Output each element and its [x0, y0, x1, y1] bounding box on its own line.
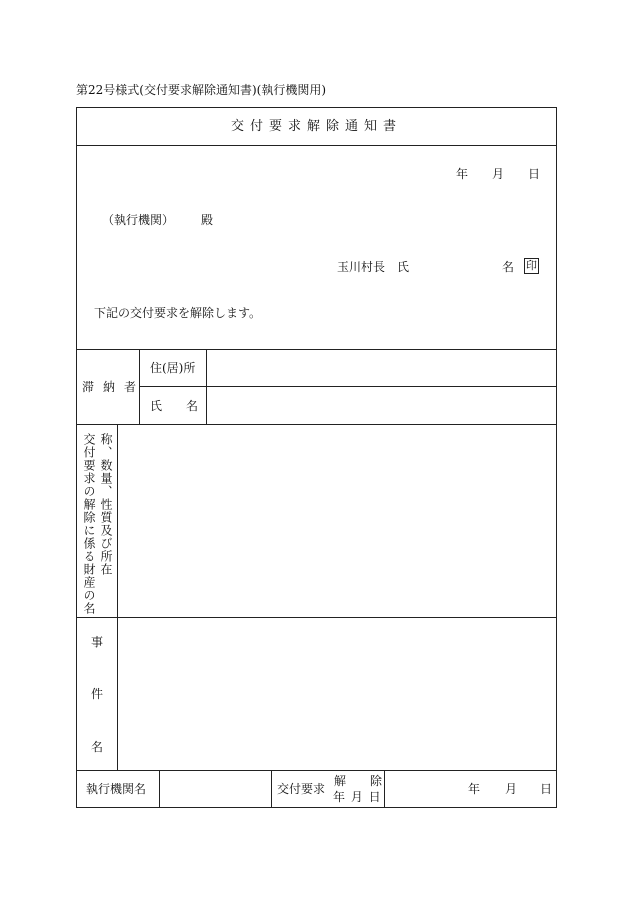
footer-date-month: 月 — [505, 782, 518, 796]
footer-divider-3 — [384, 770, 385, 807]
sender-name-suffix: 名 — [502, 260, 515, 274]
date-day: 日 — [528, 167, 541, 181]
agency-label: 執行機関名 — [86, 782, 147, 796]
taxpayer-divider — [139, 386, 557, 387]
case-bottom — [76, 770, 557, 771]
taxpayer-bottom — [76, 424, 557, 425]
sender-name-label: 玉川村長 氏 — [337, 260, 410, 274]
footer-divider-2 — [271, 770, 272, 807]
cancel-date-label: 年 月 日 — [333, 790, 382, 804]
property-bottom — [76, 617, 557, 618]
addressee-honorific: 殿 — [201, 213, 214, 227]
addressee-org: （執行機関） — [102, 213, 175, 227]
request-label: 交付要求 — [277, 782, 326, 796]
table-border-left — [76, 107, 77, 808]
footer-date-year: 年 — [468, 782, 481, 796]
title-divider — [76, 145, 557, 146]
property-label-line1: 交付要求の解除に係る財産の名 — [82, 433, 96, 615]
date-month: 月 — [492, 167, 505, 181]
property-case-col-divider — [117, 424, 118, 770]
footer-divider-1 — [159, 770, 160, 807]
address-label: 住(居)所 — [150, 361, 196, 375]
form-number: 第22号様式(交付要求解除通知書)(執行機関用) — [76, 83, 326, 97]
doc-title: 交付要求解除通知書 — [230, 119, 402, 134]
cancel-label: 解 除 — [334, 774, 383, 788]
property-label-line2: 称、数量、性質及び所在 — [99, 433, 113, 576]
notice-divider — [76, 349, 557, 350]
case-label-char-1: 事 — [91, 635, 104, 649]
case-label-char-3: 名 — [91, 740, 104, 754]
footer-date-day: 日 — [540, 782, 553, 796]
taxpayer-label-divider — [206, 349, 207, 424]
table-border-bottom — [76, 807, 557, 808]
case-label-char-2: 件 — [91, 687, 104, 701]
table-border-right — [556, 107, 557, 808]
seal-mark: 印 — [526, 259, 537, 272]
date-year: 年 — [456, 167, 469, 181]
name-label: 氏 名 — [150, 399, 199, 413]
notice-text: 下記の交付要求を解除します。 — [94, 306, 262, 320]
taxpayer-label: 滞納者 — [82, 380, 146, 394]
table-border-top — [76, 107, 557, 108]
